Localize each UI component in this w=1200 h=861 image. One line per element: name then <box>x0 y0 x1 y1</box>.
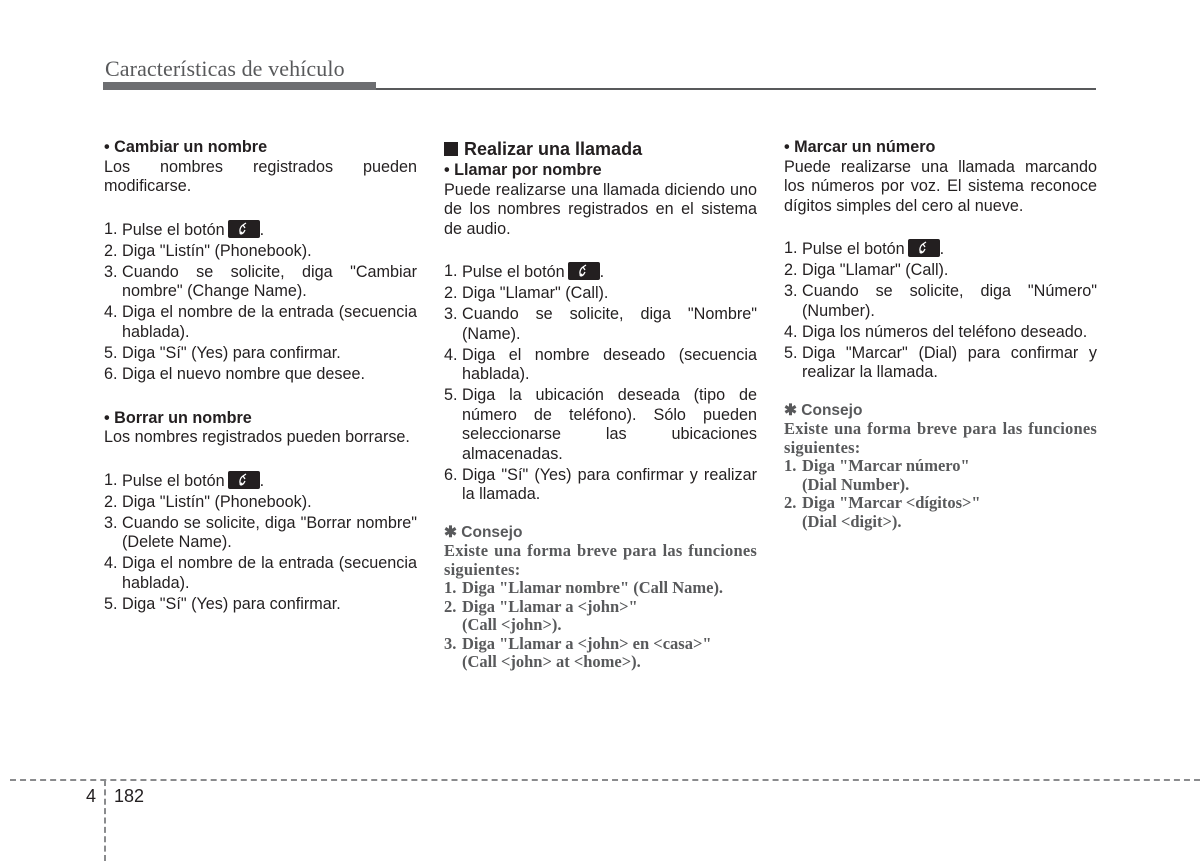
footer-dashed-divider <box>104 780 106 861</box>
square-bullet-icon <box>444 142 458 156</box>
step-item: 4. Diga el nombre de la entrada (secuencia hablada). <box>104 303 417 341</box>
step-item: 6. Diga "Sí" (Yes) para confirmar y realizar la llamada. <box>444 465 757 503</box>
steps-list <box>104 471 417 615</box>
tip-box <box>784 401 1097 532</box>
step-item: 5. Diga "Sí" (Yes) para confirmar. <box>104 594 341 613</box>
steps-list <box>444 262 757 505</box>
tip-heading: ✱ Consejo <box>784 401 863 419</box>
voice-recognition-button-icon <box>568 262 600 280</box>
step-item: 2. Diga "Llamar" (Call). <box>444 284 609 302</box>
step-item: 1. Pulse el botón . <box>444 262 605 281</box>
voice-recognition-button-icon <box>228 471 260 489</box>
step-item: 1. Pulse el botón . <box>104 219 265 239</box>
voice-recognition-button-icon <box>908 239 940 257</box>
tip-intro: Existe una forma breve para las funciones siguientes: <box>784 419 1097 457</box>
step-item: 5. Diga "Marcar" (Dial) para confirmar y realizar la llamada. <box>784 343 1097 381</box>
step-item: 2. Diga "Listín" (Phonebook). <box>104 492 312 511</box>
step-item: 6. Diga el nuevo nombre que desee. <box>104 364 365 383</box>
step-item: 1. Pulse el botón . <box>104 470 265 490</box>
subsection-heading: • Marcar un número <box>784 138 936 156</box>
step-item: 2. Diga "Llamar" (Call). <box>784 261 949 279</box>
voice-recognition-button-icon <box>228 220 260 238</box>
subsection-heading: • Borrar un nombre <box>104 408 252 427</box>
step-item: 2. Diga "Listín" (Phonebook). <box>104 241 312 260</box>
tip-item: 2. Diga "Llamar a <john>" (Call <john>). <box>444 596 638 634</box>
tip-body <box>444 542 757 672</box>
subsection-heading: • Cambiar un nombre <box>104 138 268 156</box>
section-cambiar-nombre <box>104 138 417 384</box>
intro-paragraph: Los nombres registrados pueden modificarse. <box>104 157 417 195</box>
tip-intro: Existe una forma breve para las funciones siguientes: <box>444 541 757 579</box>
step-item: 3. Cuando se solicite, diga "Nombre" (Name). <box>444 305 757 343</box>
subsection-heading: • Llamar por nombre <box>444 161 602 179</box>
tip-item: 1. Diga "Llamar nombre" (Call Name). <box>444 578 724 597</box>
step-item: 3. Cuando se solicite, diga "Número" (Number). <box>784 282 1097 320</box>
step-item: 3. Cuando se solicite, diga "Borrar nombre" (Delete Name). <box>104 513 417 551</box>
footer-dashed-rule <box>10 779 1200 781</box>
intro-paragraph: Los nombres registrados pueden borrarse. <box>104 428 410 446</box>
tip-item: 1. Diga "Marcar número" (Dial Number). <box>784 456 970 494</box>
chapter-title: Características de vehículo <box>105 56 345 81</box>
intro-paragraph: Puede realizarse una llamada marcando los números por voz. El sistema reconoce dígitos simples del cero al nueve. <box>784 157 1097 215</box>
step-item: 1. Pulse el botón . <box>784 239 945 258</box>
header-rule-thick <box>103 82 376 90</box>
step-item: 5. Diga "Sí" (Yes) para confirmar. <box>104 343 341 362</box>
section-title: Realizar una llamada <box>444 138 757 160</box>
tip-item: 3. Diga "Llamar a <john> en <casa>" (Call <john> at <home>). <box>444 633 712 671</box>
column-1 <box>104 138 417 616</box>
step-item: 4. Diga los números del teléfono deseado. <box>784 322 1088 341</box>
steps-list <box>784 239 1097 383</box>
intro-paragraph: Puede realizarse una llamada diciendo uno de los nombres registrados en el sistema de audio. <box>444 180 757 238</box>
column-2 <box>444 138 757 672</box>
section-llamar-por-nombre <box>444 161 757 505</box>
steps-list <box>104 220 417 385</box>
header-rule-thin <box>376 88 1096 90</box>
tip-item: 2. Diga "Marcar <dígitos>" (Dial <digit>). <box>784 493 981 531</box>
step-item: 4. Diga el nombre de la entrada (secuencia hablada). <box>104 554 417 592</box>
step-item: 4. Diga el nombre deseado (secuencia hablada). <box>444 345 757 383</box>
section-marcar-numero <box>784 138 1097 383</box>
step-item: 3. Cuando se solicite, diga "Cambiar nombre" (Change Name). <box>104 262 417 300</box>
section-borrar-nombre <box>104 409 417 615</box>
tip-box <box>444 523 757 672</box>
column-3 <box>784 138 1097 531</box>
tip-heading: ✱ Consejo <box>444 523 523 541</box>
tip-body <box>784 420 1097 531</box>
page-number: 182 <box>114 786 145 806</box>
chapter-number: 4 <box>86 786 97 806</box>
step-item: 5. Diga la ubicación deseada (tipo de número de teléfono). Sólo pueden seleccionarse las ubicaciones almacenadas. <box>444 386 757 463</box>
